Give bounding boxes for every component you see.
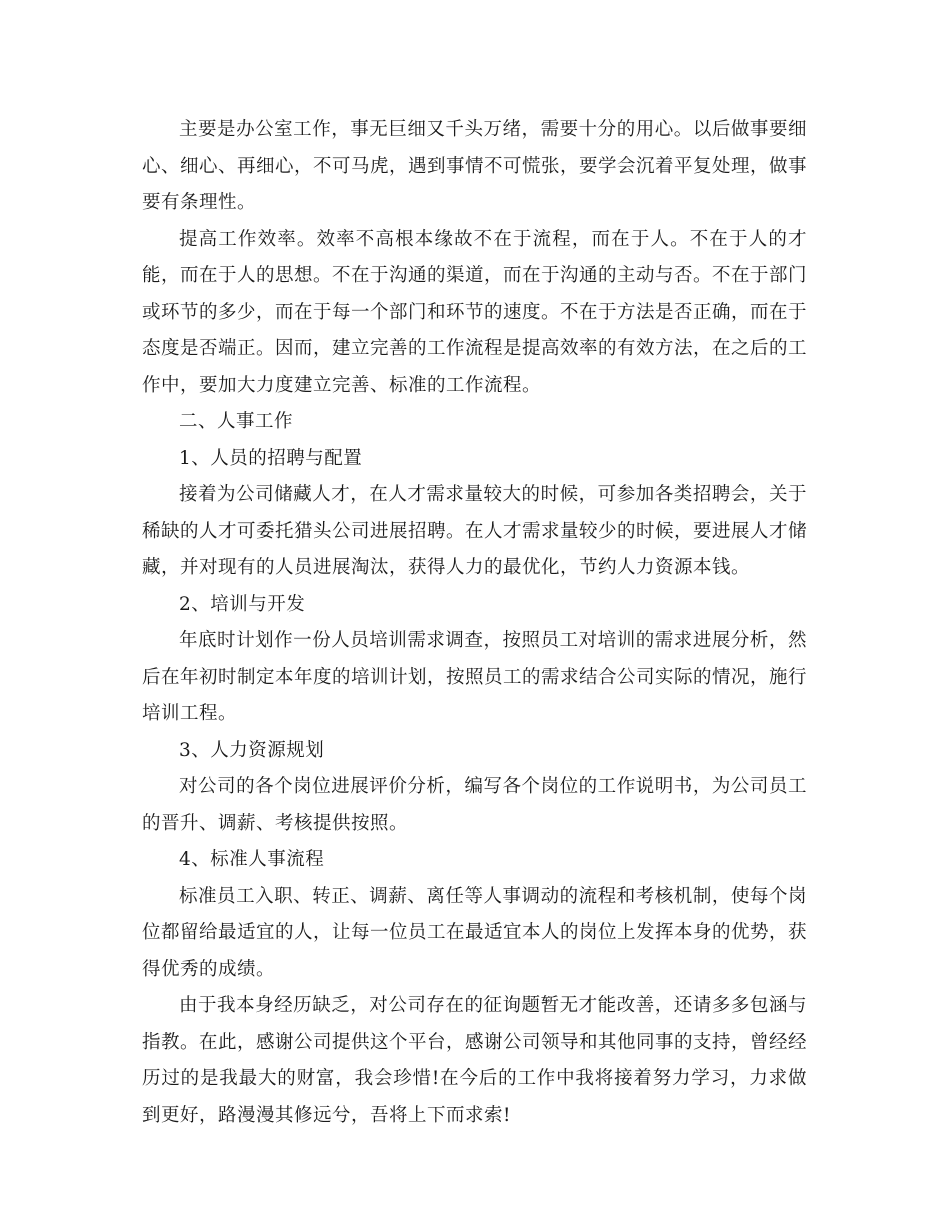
paragraph-efficiency: 提高工作效率。效率不高根本缘故不在于流程，而在于人。不在于人的才能，而在于人的思想。不在于沟通的渠道，而在于沟通的主动与否。不在于部门或环节的多少，而在于每一个部门和环节的速度。不在于方法是否正确，而在于态度是否端正。因而，建立完善的工作流程是提高效率的有效方法，在之后的工作中，要加大力度建立完善、标准的工作流程。 — [142, 228, 808, 396]
paragraph-hr-planning: 对公司的各个岗位进展评价分析，编写各个岗位的工作说明书，为公司员工的晋升、调薪、考核提供按照。 — [142, 776, 807, 834]
paragraph-hr-process: 标准员工入职、转正、调薪、离任等人事调动的流程和考核机制，使每个岗位都留给最适宜的人，让每一位员工在最适宜本人的岗位上发挥本身的优势，获得优秀的成绩。 — [142, 885, 808, 980]
subheading-recruitment: 1、人员的招聘与配置 — [179, 447, 363, 469]
document-body — [142, 112, 807, 1134]
subheading-training: 2、培训与开发 — [179, 593, 306, 615]
paragraph-recruitment: 接着为公司储藏人才，在人才需求量较大的时候，可参加各类招聘会，关于稀缺的人才可委托猎头公司进展招聘。在人才需求量较少的时候，要进展人才储藏，并对现有的人员进展淘汰，获得人力的最优化，节约人力资源本钱。 — [142, 484, 808, 578]
subheading-hr-process: 4、标准人事流程 — [179, 849, 325, 870]
paragraph-closing: 由于我本身经历缺乏，对公司存在的征询题暂无才能改善，还请多多包涵与指教。在此，感谢公司提供这个平台，感谢公司领导和其他同事的支持，曾经经历过的是我最大的财富，我会珍惜!在今后的工作中我将接着努力学习，力求做到更好，路漫漫其修远兮，吾将上下而求索! — [142, 995, 808, 1126]
section-heading-personnel: 二、人事工作 — [179, 411, 294, 432]
paragraph-training: 年底时计划作一份人员培训需求调查，按照员工对培训的需求进展分析，然后在年初时制定本年度的培训计划，按照员工的需求结合公司实际的情况，施行培训工程。 — [142, 630, 808, 724]
paragraph-office-work: 主要是办公室工作，事无巨细又千头万绪，需要十分的用心。以后做事要细心、细心、再细心，不可马虎，遇到事情不可慌张，要学会沉着平复处理，做事要有条理性。 — [142, 119, 808, 213]
subheading-hr-planning: 3、人力资源规划 — [179, 739, 325, 761]
